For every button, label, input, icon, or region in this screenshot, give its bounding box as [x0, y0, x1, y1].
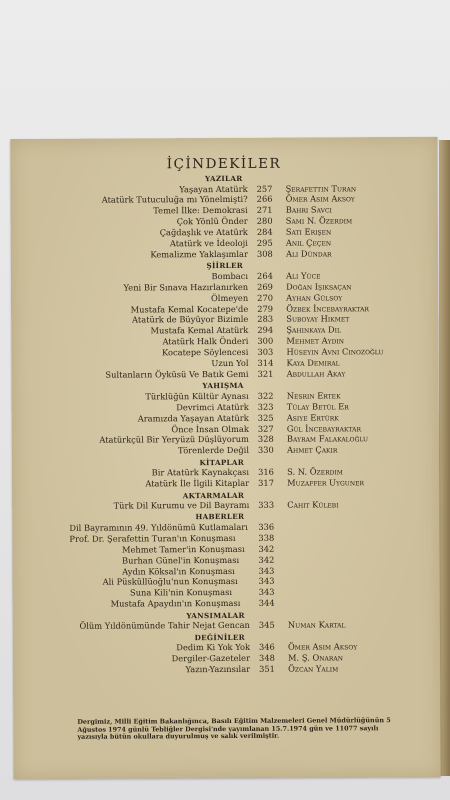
contents-page — [10, 137, 440, 779]
entry-page: 284 — [256, 226, 273, 237]
toc-entry — [13, 619, 440, 632]
entry-author: Nesrin Ertek — [286, 390, 341, 401]
section-heading: KİTAPLAR — [199, 457, 245, 467]
toc-entry — [12, 444, 439, 457]
entry-page: 280 — [256, 215, 273, 227]
section-heading: DEĞİNİLER — [194, 632, 245, 642]
toc-entry — [12, 499, 439, 512]
entry-title: Kocatepe Söylencesi — [161, 346, 249, 358]
toc-entry — [12, 368, 439, 381]
section-heading: YAHIŞMA — [202, 381, 244, 391]
entry-title: Türk Dil Kurumu ve Dil Bayramı — [113, 499, 250, 511]
entry-page: 342 — [258, 543, 275, 554]
entry-author: Kaya Demiral — [286, 357, 340, 368]
entry-title: Aydın Köksal'ın Konuşması — [122, 565, 235, 577]
entry-author: Ömer Asım Aksoy — [287, 641, 358, 652]
entry-page: 327 — [257, 423, 274, 434]
entry-author: Sami N. Özerdim — [285, 215, 353, 226]
entry-page: 314 — [257, 357, 274, 368]
section-heading: ŞİİRLER — [206, 261, 244, 271]
entry-page: 336 — [258, 521, 275, 532]
entry-page: 322 — [257, 390, 274, 401]
entry-title: Törenlerde Değil — [177, 445, 249, 456]
entry-author: M. Ş. Onaran — [288, 652, 343, 663]
entry-title: Devrimci Atatürk — [176, 401, 249, 412]
entry-page: 295 — [256, 237, 273, 248]
entry-page: 348 — [259, 652, 275, 663]
entry-page: 338 — [258, 532, 275, 543]
entry-page: 283 — [257, 314, 274, 325]
page-title: İÇİNDEKİLER — [166, 155, 282, 173]
toc-entry — [11, 248, 438, 261]
entry-title: Önce İnsan Olmak — [171, 423, 249, 434]
entry-author: Ahmet Çakır — [286, 444, 338, 455]
entry-author: Bahri Savcı — [285, 204, 332, 215]
entry-page: 294 — [257, 325, 274, 336]
entry-page: 321 — [257, 368, 274, 379]
entry-title: Atatürkçül Bir Yeryüzü Düşlüyorum — [99, 434, 249, 446]
entry-title: Prof. Dr. Şerafettin Turan'ın Konuşması — [69, 532, 236, 544]
entry-page: 345 — [258, 619, 275, 630]
entry-page: 325 — [257, 412, 274, 423]
entry-page: 328 — [257, 434, 274, 445]
entry-author: Özcan Yalım — [288, 663, 339, 674]
entry-page: 346 — [258, 641, 275, 652]
entry-author: Tülay Betül Er — [286, 401, 349, 412]
entry-page: 303 — [257, 346, 274, 357]
entry-page: 317 — [258, 477, 275, 488]
entry-title: Suna Kili'nin Konuşması — [129, 587, 233, 598]
entry-page: 270 — [257, 292, 274, 303]
entry-title: Yeni Bir Sınava Hazırlanırken — [123, 281, 249, 293]
entry-page: 342 — [258, 554, 275, 565]
entry-author: Bayram Falakaloğlu — [286, 433, 369, 445]
entry-title: Atatürk Halk Önderi — [162, 336, 249, 347]
entry-title: Atatürk İle İlgili Kitaplar — [145, 477, 250, 489]
entry-author: Anıl Çeçen — [285, 237, 332, 248]
entry-title: Atatürk ve İdeoloji — [169, 237, 248, 249]
entry-page: 323 — [257, 401, 274, 412]
entry-title: Mustafa Kemal Atatürk — [150, 325, 249, 336]
entry-page: 308 — [256, 248, 273, 259]
entry-author: Ayhan Gülsoy — [286, 291, 343, 303]
section-heading: HABERLER — [195, 512, 245, 522]
entry-title: Dergiler-Gazeteler — [171, 652, 251, 664]
entry-page: 351 — [259, 663, 275, 674]
entry-page: 300 — [257, 335, 274, 347]
entry-page: 343 — [258, 576, 275, 587]
entry-author: Muzaffer Uyguner — [287, 477, 365, 488]
toc-entry — [13, 663, 440, 676]
entry-page: 271 — [256, 205, 273, 216]
entry-title: Çok Yönlü Önder — [176, 216, 248, 227]
entry-title: Bir Atatürk Kaynakçası — [151, 467, 250, 478]
entry-author: Şerafettin Turan — [285, 182, 357, 194]
entry-page: 269 — [257, 281, 273, 292]
entry-title: Yazın-Yazınsılar — [185, 663, 251, 675]
entry-page: 330 — [257, 445, 274, 456]
entry-author: Abdullah Akay — [286, 368, 346, 379]
entry-author: Ali Dündar — [285, 248, 332, 259]
entry-title: Bombacı — [211, 270, 249, 281]
toc-entry — [12, 477, 439, 490]
entry-title: Kemalizme Yaklaşımlar — [150, 248, 248, 260]
entry-author: Hüseyin Avni Cinozoğlu — [286, 346, 384, 357]
entry-author: Sati Erişen — [285, 226, 332, 237]
section-heading: AKTARMALAR — [182, 490, 245, 500]
entry-author: Mehmet Aydın — [286, 335, 345, 346]
entry-title: Mustafa Apaydın'ın Konuşması — [110, 598, 241, 609]
entry-page: 264 — [257, 270, 273, 281]
entry-title: Dedim Ki Yok Yok — [176, 641, 251, 653]
entry-title: Mehmet Tamer'in Konuşması — [121, 543, 245, 555]
entry-title: Dil Bayramının 49. Yıldönümü Kutlamaları — [69, 521, 248, 533]
entry-title: Mustafa Kemal Kocatepe'de — [130, 303, 249, 314]
entry-title: Çağdaşlık ve Atatürk — [159, 226, 248, 238]
toc-entry — [13, 597, 440, 610]
entry-author: S. N. Özerdim — [287, 466, 343, 477]
entry-title: Sultanların Öyküsü Ve Batık Gemi — [105, 368, 249, 380]
entry-title: Ölüm Yıldönümünde Tahir Nejat Gencan — [79, 619, 250, 631]
entry-title: Temel İlke: Demokrasi — [153, 205, 248, 216]
entry-page: 343 — [258, 565, 275, 576]
entry-title: Türklüğün Kültür Aynası — [145, 390, 249, 402]
entry-author: Cahit Külebi — [287, 499, 339, 510]
footer-note: Dergimiz, Milli Eğitim Bakanlığınca, Basılı Eğitim Malzemeleri Genel Müdürlüğünün 5 Ağustos 1974 günlü Tebliğler Dergisi'nde yayımlanan 15.7.1974 gün ve 11077 sayılı yazısıyla bütün okullara duyurulmuş ve salık verilmiştir. — [77, 716, 391, 741]
entry-author: Asiye Ertürk — [286, 412, 339, 423]
entry-title: Atatürk de Büyüyor Bizimle — [131, 314, 249, 325]
section-heading: YANSIMALAR — [186, 610, 245, 620]
entry-author: Suboyay Hikmet — [286, 313, 350, 325]
entry-page: 316 — [258, 466, 274, 478]
entry-page: 279 — [257, 303, 274, 314]
entry-author: Ömer Asım Aksoy — [285, 193, 355, 205]
entry-author: Gül İncebayraktar — [286, 422, 361, 434]
entry-title: Atatürk Tutuculuğa mı Yönelmişti? — [101, 194, 248, 206]
entry-title: Ölmeyen — [210, 292, 249, 303]
entry-author: Şahinkaya Dil — [286, 324, 342, 335]
entry-page: 266 — [256, 194, 273, 205]
entry-title: Yaşayan Atatürk — [179, 183, 248, 194]
entry-page: 257 — [256, 183, 273, 194]
entry-title: Aramızda Yaşayan Atatürk — [137, 412, 249, 424]
entry-page: 343 — [258, 587, 275, 598]
entry-title: Burhan Günel'in Konuşması — [122, 554, 240, 566]
entry-page: 333 — [258, 499, 275, 510]
entry-author: Ali Yüce — [286, 270, 321, 281]
entry-author: Numan Kartal — [287, 619, 346, 630]
next-page-edge — [439, 140, 450, 776]
entry-title: Ali Püsküllüoğlu'nun Konuşması — [102, 576, 238, 588]
entry-title: Uzun Yol — [211, 357, 249, 369]
entry-author: Doğan Işıksaçan — [286, 281, 352, 292]
entry-page: 344 — [258, 597, 275, 609]
entry-author: Özbek İncebayraktar — [286, 302, 369, 314]
section-heading: YAZILAR — [204, 173, 243, 184]
